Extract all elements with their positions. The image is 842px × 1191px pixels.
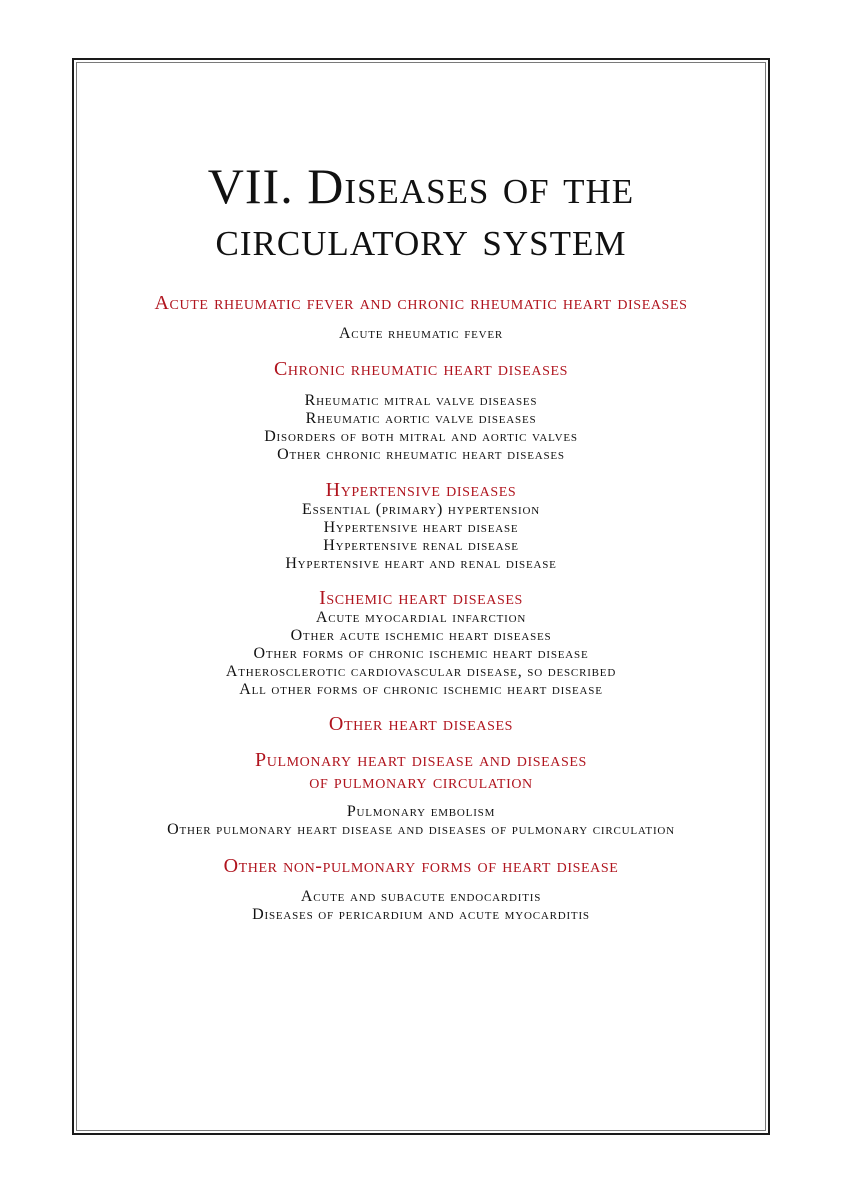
section-item: Hypertensive renal disease [323, 537, 519, 554]
section-item: Diseases of pericardium and acute myocarditis [252, 906, 590, 923]
section-item: Acute myocardial infarction [315, 609, 527, 626]
section-non-pulmonary [78, 855, 764, 924]
section-heading: Other heart diseases [328, 713, 514, 735]
section-item: Pulmonary embolism [346, 803, 496, 820]
section-item: Essential (primary) hypertension [302, 501, 540, 518]
section-item: Hypertensive heart and renal disease [285, 555, 557, 572]
chapter-title-line-1: VII. Diseases of the [207, 158, 635, 214]
section-item: All other forms of chronic ischemic heart disease [239, 681, 603, 698]
section-item: Hypertensive heart disease [323, 519, 519, 536]
section-item: Rheumatic aortic valve diseases [305, 410, 537, 427]
section-pulmonary [78, 749, 764, 839]
section-heading-line-2: of pulmonary circulation [309, 771, 533, 793]
section-heading: Hypertensive diseases [325, 479, 517, 501]
section-item: Other chronic rheumatic heart diseases [277, 446, 565, 463]
section-item: Other forms of chronic ischemic heart disease [253, 645, 589, 662]
section-ischemic [78, 587, 764, 699]
section-heading: Other non-pulmonary forms of heart disease [223, 855, 619, 877]
section-heading: Ischemic heart diseases [319, 587, 523, 609]
section-item: Other acute ischemic heart diseases [290, 627, 552, 644]
chapter-title-line-2: circulatory system [215, 210, 627, 266]
chapter-title [78, 160, 764, 264]
section-chronic-rheumatic [78, 358, 764, 464]
section-other-heart [78, 713, 764, 735]
section-heading-line-1: Pulmonary heart disease and diseases [255, 749, 587, 771]
section-item: Disorders of both mitral and aortic valves [264, 428, 578, 445]
section-item: Acute rheumatic fever [338, 325, 504, 342]
section-heading: Chronic rheumatic heart diseases [273, 358, 569, 380]
section-item: Rheumatic mitral valve diseases [304, 392, 538, 409]
section-heading: Acute rheumatic fever and chronic rheumatic heart diseases [154, 292, 688, 314]
section-acute-rheumatic [78, 292, 764, 343]
section-item: Other pulmonary heart disease and diseases of pulmonary circulation [167, 821, 675, 838]
section-hypertensive [78, 479, 764, 573]
section-item: Atherosclerotic cardiovascular disease, so described [225, 663, 617, 680]
section-item: Acute and subacute endocarditis [300, 888, 542, 905]
